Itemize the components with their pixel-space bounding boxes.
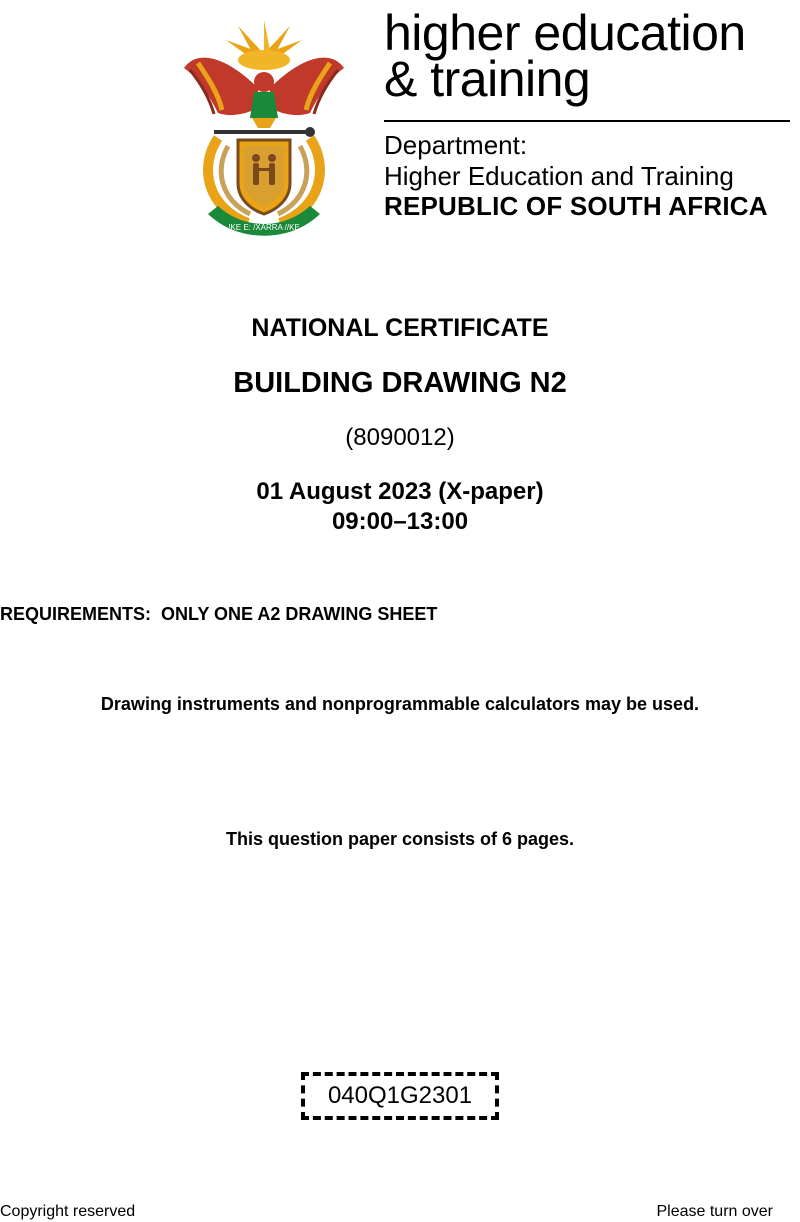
subject-code: (8090012) <box>345 424 455 451</box>
header-divider <box>384 120 790 122</box>
rising-sun-icon <box>226 20 302 70</box>
brand-wordmark <box>384 5 746 107</box>
footer-copyright: Copyright reserved <box>0 1203 136 1220</box>
page-count-text: This question paper consists of 6 pages. <box>225 829 575 849</box>
paper-code-box <box>301 1072 499 1120</box>
coat-of-arms-logo <box>178 18 350 240</box>
country-name: REPUBLIC OF SOUTH AFRICA <box>384 191 768 221</box>
certificate-title: NATIONAL CERTIFICATE <box>251 314 549 342</box>
requirements-label: REQUIREMENTS: <box>0 604 152 624</box>
requirements-line <box>0 604 437 625</box>
brand-line-1: higher education <box>384 5 746 61</box>
department-name: Higher Education and Training <box>384 161 734 191</box>
exam-time: 09:00–13:00 <box>331 508 469 535</box>
requirements-value: ONLY ONE A2 DRAWING SHEET <box>161 604 438 624</box>
brand-line-2: & training <box>384 51 591 107</box>
instructions-text: Drawing instruments and nonprogrammable calculators may be used. <box>100 694 700 714</box>
crest-motto: !KE E: /XARRA //KE <box>228 223 300 232</box>
subject-title: BUILDING DRAWING N2 <box>233 367 567 399</box>
department-label: Department: <box>384 130 528 160</box>
footer-turn-over: Please turn over <box>656 1203 773 1220</box>
paper-code: 040Q1G2301 <box>327 1082 473 1109</box>
exam-date: 01 August 2023 (X-paper) <box>256 478 544 505</box>
